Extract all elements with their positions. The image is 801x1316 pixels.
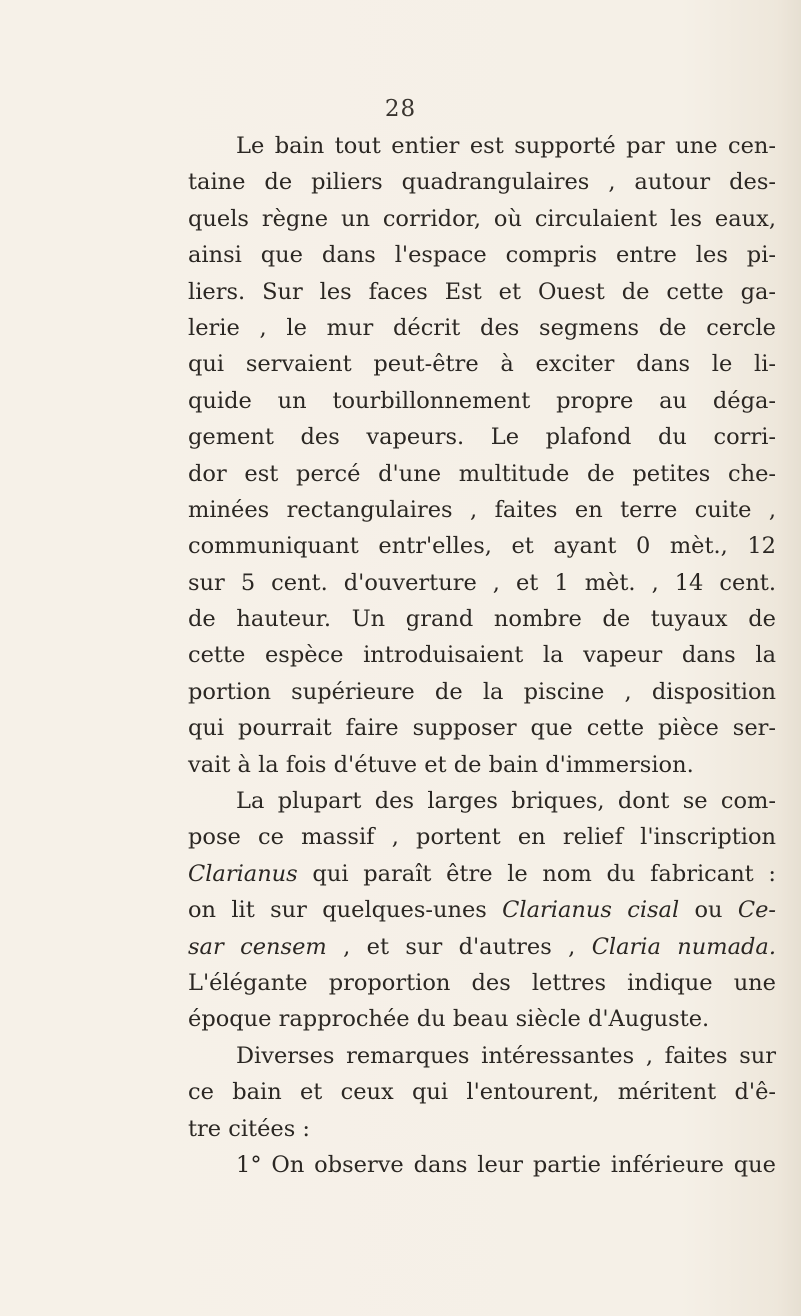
text-segment: ce bain et ceux qui l'entourent, méritent d'ê- [188,1079,776,1106]
text-line [188,164,776,200]
text-line [188,747,776,783]
text-segment: Le bain tout entier est supporté par une cen- [236,133,776,159]
text-line [188,565,776,601]
text-segment: ainsi que dans l'espace compris entre les pi- [188,242,776,269]
body-text [188,128,776,1183]
text-segment: qui pourrait faire supposer que cette pièce ser- [188,715,776,742]
text-segment: tre citées : [188,1115,311,1142]
text-segment: cette espèce introduisaient la vapeur dans la [188,642,776,669]
text-segment: liers. Sur les faces Est et Ouest de cette ga- [188,278,776,305]
text-line [188,674,776,710]
text-line [188,383,776,419]
text-line [188,419,776,455]
text-line [188,892,776,928]
text-segment: lerie , le mur décrit des segmens de cercle [188,314,776,341]
text-line [188,929,776,965]
text-line [188,274,776,310]
text-line [188,201,776,237]
text-line [188,710,776,746]
text-segment: dor est percé d'une multitude de petites che- [188,460,776,487]
text-line [188,819,776,855]
text-segment: quels règne un corridor, où circulaient les eaux, [188,205,776,232]
text-segment: pose ce massif , portent en relief l'inscription [188,824,776,851]
text-segment: de hauteur. Un grand nombre de tuyaux de [188,606,776,633]
text-segment: L'élégante proportion des lettres indique une [188,969,776,996]
text-segment: portion supérieure de la piscine , disposition [188,678,776,705]
text-segment: Diverses remarques intéressantes , faites sur [236,1042,776,1069]
text-segment: minées rectangulaires , faites en terre cuite , [188,496,776,523]
text-line [188,128,776,164]
text-line [188,456,776,492]
italic-text: Claria numada. [591,933,776,960]
text-segment: La plupart des larges briques, dont se com- [236,788,776,815]
text-segment: 1° On observe dans leur partie inférieure que [236,1151,776,1178]
italic-text: Ce- [737,897,776,924]
text-line [188,1038,776,1074]
text-line [188,237,776,273]
text-segment: quide un tourbillonnement propre au déga- [188,387,776,414]
text-segment: , et sur d'autres , [326,933,592,960]
text-segment: on lit sur quelques-unes [188,897,503,924]
text-line [188,1147,776,1183]
text-segment: gement des vapeurs. Le plafond du corri- [188,424,776,451]
page-number: 28 [384,96,417,122]
text-line [188,601,776,637]
text-segment: qui servaient peut-être à exciter dans le li- [188,351,776,378]
text-line [188,783,776,819]
italic-text: Clarianus cisal [502,897,680,924]
text-line [188,346,776,382]
text-line [188,1111,776,1147]
text-segment: vait à la fois d'étuve et de bain d'immersion. [188,751,694,778]
italic-text: sar censem [188,933,327,960]
text-line [188,528,776,564]
text-segment: taine de piliers quadrangulaires , autour des- [188,169,776,196]
text-line [188,637,776,673]
text-segment: qui paraît être le nom du fabricant : [297,860,776,887]
text-line [188,310,776,346]
text-line [188,492,776,528]
text-line [188,856,776,892]
text-segment: ou [679,897,738,924]
text-line [188,1001,776,1037]
text-line [188,965,776,1001]
text-segment: époque rapprochée du beau siècle d'Auguste. [188,1006,710,1033]
text-segment: communiquant entr'elles, et ayant 0 mèt., 12 [188,533,776,560]
italic-text: Clarianus [188,860,298,887]
text-line [188,1074,776,1110]
text-segment: sur 5 cent. d'ouverture , et 1 mèt. , 14 cent. [188,569,776,596]
